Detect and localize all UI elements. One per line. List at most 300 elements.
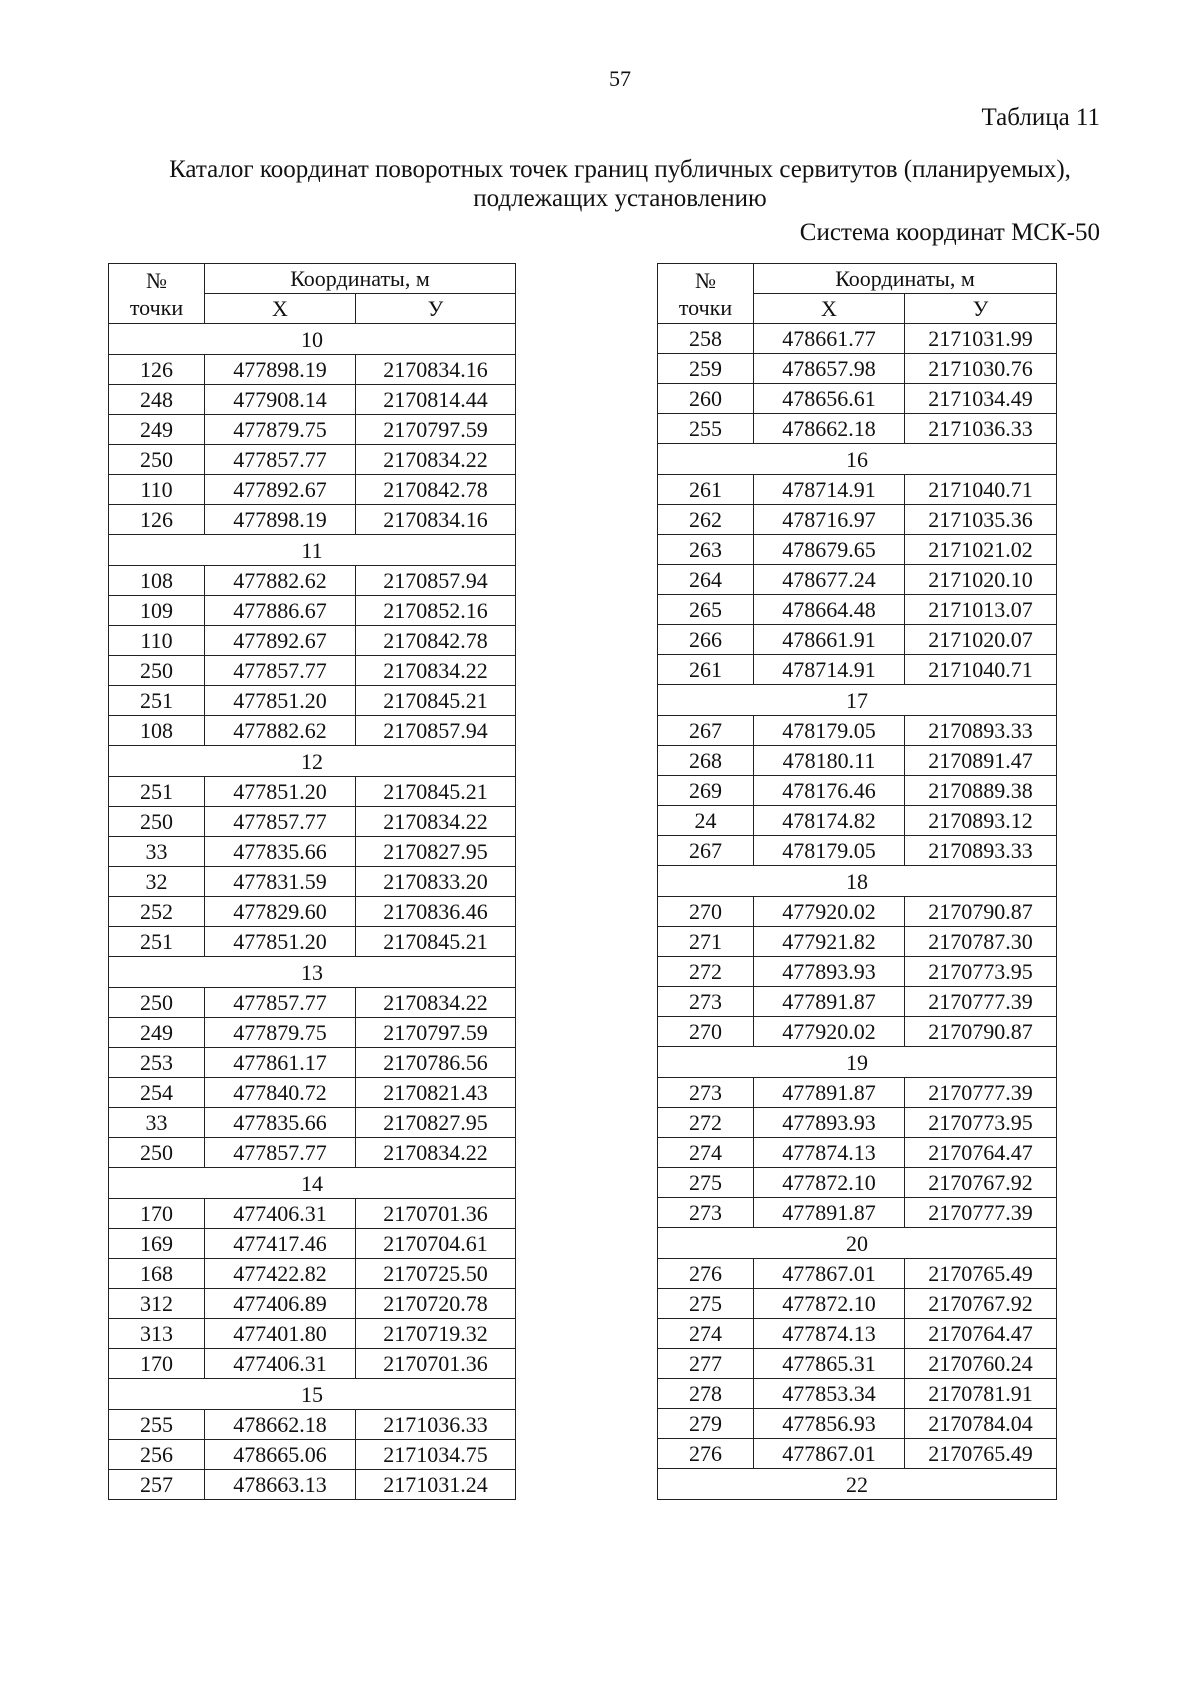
x-coordinate-cell: 477908.14	[205, 385, 356, 415]
table-row	[109, 1319, 516, 1349]
point-number-cell: 251	[109, 927, 205, 957]
y-coordinate-cell: 2171034.75	[356, 1440, 516, 1470]
y-coordinate-cell: 2170852.16	[356, 596, 516, 626]
y-coordinate-cell: 2170790.87	[905, 1017, 1057, 1047]
table-row	[658, 776, 1057, 806]
y-coordinate-cell: 2170790.87	[905, 897, 1057, 927]
x-coordinate-cell: 477835.66	[205, 1108, 356, 1138]
y-coordinate-cell: 2170845.21	[356, 777, 516, 807]
point-number-cell: 277	[658, 1349, 754, 1379]
x-coordinate-cell: 478179.05	[754, 836, 905, 866]
point-number-cell: 276	[658, 1259, 754, 1289]
y-coordinate-cell: 2170827.95	[356, 1108, 516, 1138]
y-coordinate-cell: 2170842.78	[356, 475, 516, 505]
table-row	[109, 777, 516, 807]
y-coordinate-cell: 2171036.33	[356, 1410, 516, 1440]
y-coordinate-cell: 2170797.59	[356, 1018, 516, 1048]
point-number-cell: 313	[109, 1319, 205, 1349]
table-row	[109, 927, 516, 957]
x-coordinate-cell: 477882.62	[205, 716, 356, 746]
point-number-cell: 33	[109, 1108, 205, 1138]
group-number: 20	[658, 1228, 1057, 1259]
table-row	[658, 1198, 1057, 1228]
y-coordinate-cell: 2171020.07	[905, 625, 1057, 655]
table-row	[658, 655, 1057, 685]
table-row	[658, 595, 1057, 625]
table-row	[109, 1440, 516, 1470]
point-number-cell: 275	[658, 1168, 754, 1198]
x-coordinate-cell: 478679.65	[754, 535, 905, 565]
y-coordinate-cell: 2170765.49	[905, 1439, 1057, 1469]
table-row	[109, 807, 516, 837]
table-row	[658, 535, 1057, 565]
group-number: 17	[658, 685, 1057, 716]
point-number-cell: 269	[658, 776, 754, 806]
table-row	[658, 1379, 1057, 1409]
group-number: 11	[109, 535, 516, 566]
group-header-row	[109, 957, 516, 988]
table-row	[109, 1048, 516, 1078]
point-number-cell: 254	[109, 1078, 205, 1108]
point-number-cell: 250	[109, 988, 205, 1018]
table-row	[109, 1349, 516, 1379]
x-coordinate-cell: 477872.10	[754, 1168, 905, 1198]
table-row	[658, 1078, 1057, 1108]
y-coordinate-cell: 2171021.02	[905, 535, 1057, 565]
point-number-header-word: точки	[678, 294, 733, 320]
y-coordinate-cell: 2171020.10	[905, 565, 1057, 595]
point-number-cell: 24	[658, 806, 754, 836]
point-number-cell: 168	[109, 1259, 205, 1289]
page-number: 57	[609, 66, 631, 91]
point-number-cell: 262	[658, 505, 754, 535]
group-header-row	[109, 1379, 516, 1410]
point-number-cell: 126	[109, 355, 205, 385]
y-coordinate-cell: 2170834.16	[356, 505, 516, 535]
y-coordinate-cell: 2170834.22	[356, 445, 516, 475]
table-row	[109, 385, 516, 415]
x-coordinate-cell: 477861.17	[205, 1048, 356, 1078]
point-number-cell: 261	[658, 475, 754, 505]
point-number-cell: 312	[109, 1289, 205, 1319]
table-row	[658, 806, 1057, 836]
group-number: 10	[109, 324, 516, 355]
x-coordinate-cell: 478179.05	[754, 716, 905, 746]
y-coordinate-cell: 2171040.71	[905, 475, 1057, 505]
y-coordinate-cell: 2170814.44	[356, 385, 516, 415]
table-row	[109, 1138, 516, 1168]
y-coordinate-cell: 2170765.49	[905, 1259, 1057, 1289]
table-row	[109, 475, 516, 505]
x-coordinate-cell: 477406.89	[205, 1289, 356, 1319]
point-number-cell: 250	[109, 656, 205, 686]
group-header-row	[658, 1469, 1057, 1500]
x-coordinate-cell: 477851.20	[205, 777, 356, 807]
x-coordinate-cell: 477898.19	[205, 355, 356, 385]
table-row	[109, 716, 516, 746]
x-coordinate-cell: 478663.13	[205, 1470, 356, 1500]
y-coordinate-cell: 2171030.76	[905, 354, 1057, 384]
table-row	[109, 988, 516, 1018]
x-coordinate-cell: 477829.60	[205, 897, 356, 927]
y-coordinate-cell: 2170889.38	[905, 776, 1057, 806]
x-coordinate-cell: 477857.77	[205, 656, 356, 686]
point-number-cell: 273	[658, 1078, 754, 1108]
group-header-row	[658, 1228, 1057, 1259]
y-coordinate-cell: 2170773.95	[905, 957, 1057, 987]
table-row	[658, 1349, 1057, 1379]
table-row	[658, 565, 1057, 595]
point-number-cell: 110	[109, 626, 205, 656]
y-coordinate-cell: 2170836.46	[356, 897, 516, 927]
y-coordinate-cell: 2170777.39	[905, 1078, 1057, 1108]
table-row	[658, 716, 1057, 746]
table-row	[658, 1439, 1057, 1469]
x-coordinate-cell: 477851.20	[205, 686, 356, 716]
x-coordinate-cell: 478662.18	[754, 414, 905, 444]
table-row	[109, 596, 516, 626]
table-row	[109, 897, 516, 927]
point-number-cell: 271	[658, 927, 754, 957]
y-coordinate-cell: 2170781.91	[905, 1379, 1057, 1409]
table-row	[109, 415, 516, 445]
x-coordinate-cell: 477892.67	[205, 626, 356, 656]
point-number-cell: 272	[658, 1108, 754, 1138]
point-number-cell: 251	[109, 777, 205, 807]
point-number-cell: 265	[658, 595, 754, 625]
y-header: У	[356, 294, 516, 324]
y-coordinate-cell: 2170760.24	[905, 1349, 1057, 1379]
y-header: У	[905, 294, 1057, 324]
point-number-cell: 108	[109, 716, 205, 746]
table-row	[658, 836, 1057, 866]
point-number-cell: 250	[109, 807, 205, 837]
y-coordinate-cell: 2170777.39	[905, 987, 1057, 1017]
table-row	[109, 1229, 516, 1259]
y-coordinate-cell: 2171031.99	[905, 324, 1057, 354]
table-row	[658, 625, 1057, 655]
point-number-cell: 252	[109, 897, 205, 927]
x-coordinate-cell: 477857.77	[205, 1138, 356, 1168]
x-coordinate-cell: 477401.80	[205, 1319, 356, 1349]
x-coordinate-cell: 477406.31	[205, 1199, 356, 1229]
x-coordinate-cell: 477891.87	[754, 1078, 905, 1108]
x-coordinate-cell: 478657.98	[754, 354, 905, 384]
point-number-cell: 273	[658, 987, 754, 1017]
x-coordinate-cell: 477406.31	[205, 1349, 356, 1379]
group-header-row	[658, 685, 1057, 716]
point-number-cell: 270	[658, 897, 754, 927]
coordinates-body-left	[109, 324, 516, 1500]
y-coordinate-cell: 2171035.36	[905, 505, 1057, 535]
x-coordinate-cell: 477879.75	[205, 1018, 356, 1048]
table-row	[658, 1259, 1057, 1289]
group-number: 15	[109, 1379, 516, 1410]
point-number-cell: 270	[658, 1017, 754, 1047]
table-row	[109, 1018, 516, 1048]
point-number-header-symbol: №	[695, 267, 716, 293]
x-coordinate-cell: 478714.91	[754, 655, 905, 685]
point-number-cell: 126	[109, 505, 205, 535]
point-number-cell: 263	[658, 535, 754, 565]
x-coordinate-cell: 478174.82	[754, 806, 905, 836]
point-number-cell: 272	[658, 957, 754, 987]
y-coordinate-cell: 2170857.94	[356, 566, 516, 596]
table-row	[109, 1199, 516, 1229]
table-row	[658, 1138, 1057, 1168]
x-coordinate-cell: 478714.91	[754, 475, 905, 505]
table-row	[109, 1289, 516, 1319]
table-row	[658, 475, 1057, 505]
table-row	[658, 1168, 1057, 1198]
y-coordinate-cell: 2170845.21	[356, 927, 516, 957]
x-coordinate-cell: 477893.93	[754, 957, 905, 987]
table-row	[109, 445, 516, 475]
x-coordinate-cell: 478664.48	[754, 595, 905, 625]
point-number-cell: 108	[109, 566, 205, 596]
y-coordinate-cell: 2170893.33	[905, 716, 1057, 746]
x-coordinate-cell: 477874.13	[754, 1138, 905, 1168]
point-number-cell: 32	[109, 867, 205, 897]
y-coordinate-cell: 2170834.22	[356, 988, 516, 1018]
y-coordinate-cell: 2171013.07	[905, 595, 1057, 625]
y-coordinate-cell: 2170787.30	[905, 927, 1057, 957]
y-coordinate-cell: 2170725.50	[356, 1259, 516, 1289]
y-coordinate-cell: 2170701.36	[356, 1349, 516, 1379]
point-number-cell: 248	[109, 385, 205, 415]
x-coordinate-cell: 477865.31	[754, 1349, 905, 1379]
table-row	[109, 1108, 516, 1138]
x-coordinate-cell: 477891.87	[754, 1198, 905, 1228]
group-number: 22	[658, 1469, 1057, 1500]
group-header-row	[658, 444, 1057, 475]
y-coordinate-cell: 2170834.22	[356, 656, 516, 686]
x-coordinate-cell: 477886.67	[205, 596, 356, 626]
y-coordinate-cell: 2170767.92	[905, 1289, 1057, 1319]
point-number-cell: 250	[109, 445, 205, 475]
point-number-cell: 33	[109, 837, 205, 867]
point-number-cell: 267	[658, 836, 754, 866]
table-row	[109, 656, 516, 686]
x-coordinate-cell: 478665.06	[205, 1440, 356, 1470]
point-number-cell: 278	[658, 1379, 754, 1409]
x-coordinate-cell: 477857.77	[205, 445, 356, 475]
point-number-cell: 279	[658, 1409, 754, 1439]
point-number-cell: 256	[109, 1440, 205, 1470]
point-number-cell: 268	[658, 746, 754, 776]
coordinates-table-right	[657, 263, 1057, 1500]
group-header-row	[109, 1168, 516, 1199]
point-number-cell: 110	[109, 475, 205, 505]
y-coordinate-cell: 2170701.36	[356, 1199, 516, 1229]
x-coordinate-cell: 477422.82	[205, 1259, 356, 1289]
y-coordinate-cell: 2170834.22	[356, 807, 516, 837]
y-coordinate-cell: 2170773.95	[905, 1108, 1057, 1138]
y-coordinate-cell: 2170786.56	[356, 1048, 516, 1078]
y-coordinate-cell: 2170797.59	[356, 415, 516, 445]
document-title-continuation: подлежащих установлению	[473, 185, 767, 212]
y-coordinate-cell: 2170704.61	[356, 1229, 516, 1259]
table-row	[109, 1470, 516, 1500]
y-coordinate-cell: 2170777.39	[905, 1198, 1057, 1228]
table-row	[109, 686, 516, 716]
table-label: Таблица 11	[981, 104, 1100, 131]
y-coordinate-cell: 2170833.20	[356, 867, 516, 897]
table-row	[658, 1017, 1057, 1047]
coordinates-table-left	[108, 263, 516, 1500]
x-coordinate-cell: 477851.20	[205, 927, 356, 957]
x-coordinate-cell: 477891.87	[754, 987, 905, 1017]
point-number-cell: 276	[658, 1439, 754, 1469]
table-row	[658, 1319, 1057, 1349]
y-coordinate-cell: 2170893.33	[905, 836, 1057, 866]
coordinates-header: Координаты, м	[205, 264, 516, 294]
table-row	[658, 1289, 1057, 1319]
x-coordinate-cell: 477417.46	[205, 1229, 356, 1259]
table-row	[658, 1108, 1057, 1138]
point-number-header-word: точки	[129, 294, 184, 320]
x-coordinate-cell: 478180.11	[754, 746, 905, 776]
point-number-cell: 274	[658, 1138, 754, 1168]
table-row	[658, 987, 1057, 1017]
x-coordinate-cell: 477882.62	[205, 566, 356, 596]
table-row	[109, 505, 516, 535]
x-header: Х	[205, 294, 356, 324]
x-coordinate-cell: 477867.01	[754, 1259, 905, 1289]
point-number-header-symbol: №	[146, 267, 167, 293]
y-coordinate-cell: 2170764.47	[905, 1138, 1057, 1168]
table-row	[658, 957, 1057, 987]
point-number-header	[109, 264, 205, 324]
table-row	[658, 354, 1057, 384]
coordinates-body-right	[658, 324, 1057, 1500]
table-row	[109, 566, 516, 596]
point-number-cell: 267	[658, 716, 754, 746]
x-coordinate-cell: 477856.93	[754, 1409, 905, 1439]
y-coordinate-cell: 2170827.95	[356, 837, 516, 867]
point-number-cell: 255	[658, 414, 754, 444]
table-row	[658, 505, 1057, 535]
x-coordinate-cell: 477874.13	[754, 1319, 905, 1349]
x-coordinate-cell: 477840.72	[205, 1078, 356, 1108]
group-number: 16	[658, 444, 1057, 475]
table-row	[109, 867, 516, 897]
group-number: 18	[658, 866, 1057, 897]
x-coordinate-cell: 477921.82	[754, 927, 905, 957]
table-row	[109, 837, 516, 867]
group-number: 19	[658, 1047, 1057, 1078]
table-row	[658, 897, 1057, 927]
group-header-row	[109, 535, 516, 566]
coordinates-header: Координаты, м	[754, 264, 1057, 294]
y-coordinate-cell: 2171034.49	[905, 384, 1057, 414]
point-number-cell: 260	[658, 384, 754, 414]
point-number-cell: 170	[109, 1199, 205, 1229]
point-number-cell: 266	[658, 625, 754, 655]
point-number-cell: 109	[109, 596, 205, 626]
table-row	[109, 1259, 516, 1289]
point-number-cell: 249	[109, 415, 205, 445]
point-number-cell: 257	[109, 1470, 205, 1500]
group-number: 14	[109, 1168, 516, 1199]
x-coordinate-cell: 478716.97	[754, 505, 905, 535]
y-coordinate-cell: 2170842.78	[356, 626, 516, 656]
x-coordinate-cell: 478661.77	[754, 324, 905, 354]
group-number: 12	[109, 746, 516, 777]
point-number-cell: 264	[658, 565, 754, 595]
x-coordinate-cell: 477893.93	[754, 1108, 905, 1138]
table-row	[109, 1078, 516, 1108]
y-coordinate-cell: 2170821.43	[356, 1078, 516, 1108]
point-number-cell: 261	[658, 655, 754, 685]
x-coordinate-cell: 477872.10	[754, 1289, 905, 1319]
x-coordinate-cell: 478656.61	[754, 384, 905, 414]
table-row	[658, 324, 1057, 354]
point-number-cell: 274	[658, 1319, 754, 1349]
x-coordinate-cell: 478677.24	[754, 565, 905, 595]
y-coordinate-cell: 2170764.47	[905, 1319, 1057, 1349]
y-coordinate-cell: 2171036.33	[905, 414, 1057, 444]
point-number-cell: 273	[658, 1198, 754, 1228]
x-header: Х	[754, 294, 905, 324]
group-header-row	[658, 866, 1057, 897]
point-number-cell: 255	[109, 1410, 205, 1440]
x-coordinate-cell: 477835.66	[205, 837, 356, 867]
y-coordinate-cell: 2171031.24	[356, 1470, 516, 1500]
point-number-cell: 253	[109, 1048, 205, 1078]
y-coordinate-cell: 2170845.21	[356, 686, 516, 716]
table-row	[109, 355, 516, 385]
y-coordinate-cell: 2170767.92	[905, 1168, 1057, 1198]
group-header-row	[658, 1047, 1057, 1078]
x-coordinate-cell: 477853.34	[754, 1379, 905, 1409]
point-number-cell: 258	[658, 324, 754, 354]
table-row	[658, 746, 1057, 776]
x-coordinate-cell: 477892.67	[205, 475, 356, 505]
x-coordinate-cell: 477867.01	[754, 1439, 905, 1469]
point-number-cell: 251	[109, 686, 205, 716]
point-number-header	[658, 264, 754, 324]
x-coordinate-cell: 477879.75	[205, 415, 356, 445]
point-number-cell: 250	[109, 1138, 205, 1168]
x-coordinate-cell: 478661.91	[754, 625, 905, 655]
x-coordinate-cell: 477920.02	[754, 1017, 905, 1047]
y-coordinate-cell: 2170834.22	[356, 1138, 516, 1168]
y-coordinate-cell: 2171040.71	[905, 655, 1057, 685]
x-coordinate-cell: 477857.77	[205, 988, 356, 1018]
y-coordinate-cell: 2170719.32	[356, 1319, 516, 1349]
y-coordinate-cell: 2170891.47	[905, 746, 1057, 776]
y-coordinate-cell: 2170857.94	[356, 716, 516, 746]
x-coordinate-cell: 477898.19	[205, 505, 356, 535]
y-coordinate-cell: 2170720.78	[356, 1289, 516, 1319]
x-coordinate-cell: 478662.18	[205, 1410, 356, 1440]
y-coordinate-cell: 2170893.12	[905, 806, 1057, 836]
point-number-cell: 169	[109, 1229, 205, 1259]
group-header-row	[109, 324, 516, 355]
x-coordinate-cell: 477857.77	[205, 807, 356, 837]
table-row	[658, 1409, 1057, 1439]
group-number: 13	[109, 957, 516, 988]
coordinate-system-label: Система координат МСК-50	[799, 219, 1100, 246]
x-coordinate-cell: 478176.46	[754, 776, 905, 806]
table-row	[109, 1410, 516, 1440]
x-coordinate-cell: 477831.59	[205, 867, 356, 897]
point-number-cell: 259	[658, 354, 754, 384]
point-number-cell: 170	[109, 1349, 205, 1379]
y-coordinate-cell: 2170834.16	[356, 355, 516, 385]
table-row	[658, 927, 1057, 957]
